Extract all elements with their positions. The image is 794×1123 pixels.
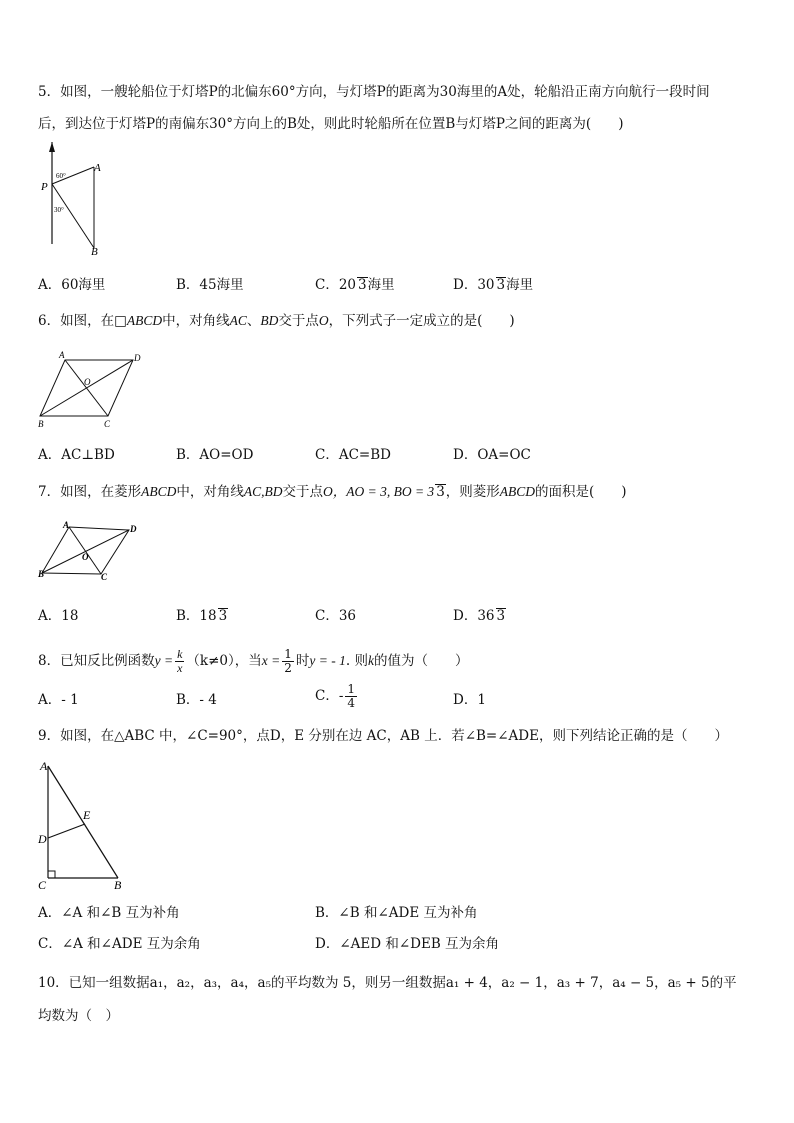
q6-text: 6．如图，在□ABCD中，对角线AC、BD交于点O，下列式子一定成立的是( ) [38,313,515,329]
q5-angle-30: 30° [54,206,64,214]
q10-text-line1: 10．已知一组数据a₁，a₂，a₃，a₄，a₅的平均数为 5，则另一组数据a₁ + 4，a₂ − 1，a₃ + 7，a₄ − 5，a₅ + 5的平 [38,975,737,991]
q7-option-b-radical: 3 [218,608,228,624]
q7-label-a: A [63,520,70,530]
q5-text-line2: 后，到达位于灯塔P的南偏东30°方向上的B处，则此时轮船所在位置B与灯塔P之间的距离为( ) [38,116,624,132]
q8-option-c-fraction: $\frac{1}{4}$ [347,682,356,710]
q9-option-c[interactable]: C．∠A 和∠ADE 互为余角 [38,936,201,952]
q9-figure [38,758,138,893]
q5-option-d[interactable]: D．30 3海里 [453,277,534,293]
q7-label-b: B [38,569,45,579]
q6-option-a[interactable]: A．AC⊥BD [38,447,115,463]
q8-text: 8．已知反比例函数y = $\frac{k}{x}$ （k≠0），当x = $\frac{1}{2}$ 时y = - 1. 则k的值为（ ） [38,647,469,675]
q7-text: 7．如图，在菱形ABCD中，对角线AC,BD交于点O，AO = 3, BO = 3 3，则菱形ABCD的面积是( ) [38,484,627,500]
q8-option-a[interactable]: A．- 1 [38,692,79,708]
q5-label-a: A [94,162,101,174]
q9-option-a[interactable]: A．∠A 和∠B 互为补角 [38,905,180,921]
q7-option-c[interactable]: C．36 [315,608,357,624]
q5-option-d-radical: 3 [496,277,506,293]
q8-option-d[interactable]: D．1 [453,692,486,708]
q6-label-o: O [84,377,91,387]
q6-label-d: D [134,353,141,363]
q5-figure [38,140,118,260]
q9-label-c: C [38,878,47,892]
q8-x-fraction: $\frac{1}{2}$ [284,647,292,675]
q9-option-d[interactable]: D．∠AED 和∠DEB 互为余角 [315,936,500,952]
q7-label-d: D [130,524,137,534]
q6-label-c: C [104,419,111,429]
q9-option-b[interactable]: B．∠B 和∠ADE 互为补角 [315,905,478,921]
q6-option-b[interactable]: B．AO=OD [176,447,254,463]
q6-figure [38,350,148,430]
q6-option-d[interactable]: D．OA=OC [453,447,531,463]
q5-option-c[interactable]: C．20 3海里 [315,277,395,293]
q6-option-c[interactable]: C．AC=BD [315,447,391,463]
q5-label-p: P [41,181,48,193]
q9-label-a: A [40,759,48,773]
q10-text-line2: 均数为（ ） [38,1008,119,1024]
q9-label-b: B [114,878,122,892]
q6-label-a: A [59,350,65,360]
q5-option-b[interactable]: B．45海里 [176,277,244,293]
q8-option-c[interactable]: C．- $\frac{1}{4}$ [315,682,356,710]
q8-option-b[interactable]: B．- 4 [176,692,217,708]
q5-option-c-radical: 3 [358,277,367,293]
q8-function-fraction: $\frac{k}{x}$ [177,647,183,675]
q7-option-d[interactable]: D．36 3 [453,608,506,624]
q9-label-d: D [38,832,47,846]
q7-figure [38,520,138,585]
q7-label-c: C [101,572,108,582]
q9-text: 9．如图，在△ABC 中，∠C=90°，点D，E 分别在边 AC，AB 上．若∠B=∠ADE，则下列结论正确的是（ ） [38,728,728,744]
q9-label-e: E [83,808,91,822]
q5-label-b: B [91,246,98,258]
q5-option-a[interactable]: A．60海里 [38,277,106,293]
q5-text-line1: 5．如图，一艘轮船位于灯塔P的北偏东60°方向，与灯塔P的距离为30海里的A处，轮船沿正南方向航行一段时间 [38,84,710,100]
q7-option-b[interactable]: B．18 3 [176,608,228,624]
q5-angle-60: 60° [56,172,66,180]
q7-option-d-radical: 3 [496,608,506,624]
q7-bo-radical: 3 [436,484,445,500]
q6-label-b: B [38,419,44,429]
q7-option-a[interactable]: A．18 [38,608,79,624]
q7-label-o: O [82,552,89,562]
